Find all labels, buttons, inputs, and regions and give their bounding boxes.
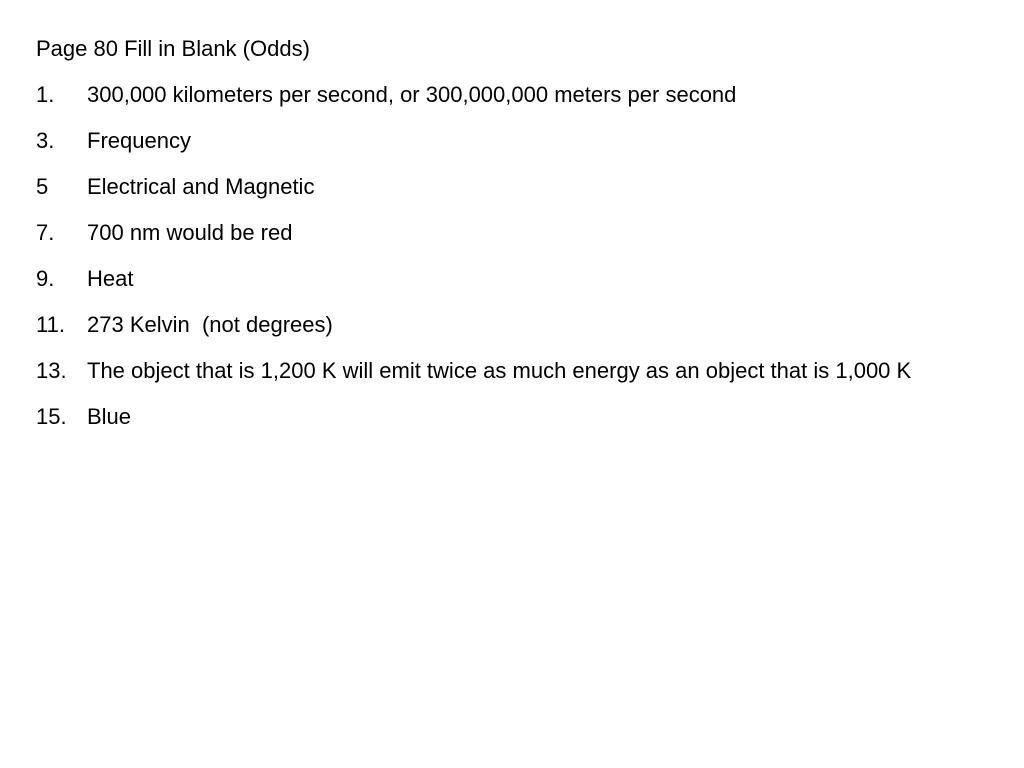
answer-number: 3. — [36, 128, 55, 153]
answer-number: 5 — [36, 174, 49, 199]
answer-text: The object that is 1,200 K will emit twice as much energy as an object that is 1,000 K — [87, 358, 912, 383]
answer-text: Frequency — [87, 128, 191, 153]
answer-number: 13. — [36, 358, 67, 383]
answer-item-11 — [36, 310, 984, 340]
answer-item-1 — [36, 80, 984, 110]
answer-text: Heat — [87, 266, 134, 291]
answer-list — [36, 80, 984, 432]
answer-number: 11. — [36, 312, 65, 337]
answer-number: 9. — [36, 266, 55, 291]
answer-item-5 — [36, 172, 984, 202]
answer-text: 300,000 kilometers per second, or 300,000,000 meters per second — [87, 82, 737, 107]
answer-text: Blue — [87, 404, 132, 429]
answer-text: Electrical and Magnetic — [87, 174, 315, 199]
answer-number: 1. — [36, 82, 55, 107]
answer-item-3 — [36, 126, 984, 156]
answer-number: 7. — [36, 220, 55, 245]
answer-item-13 — [36, 356, 984, 386]
answer-item-9 — [36, 264, 984, 294]
answer-item-15 — [36, 402, 984, 432]
page-heading: Page 80 Fill in Blank (Odds) — [36, 36, 310, 61]
answer-number: 15. — [36, 404, 67, 429]
answer-text: 700 nm would be red — [87, 220, 293, 245]
answer-item-7 — [36, 218, 984, 248]
answer-text: 273 Kelvin (not degrees) — [87, 312, 333, 337]
